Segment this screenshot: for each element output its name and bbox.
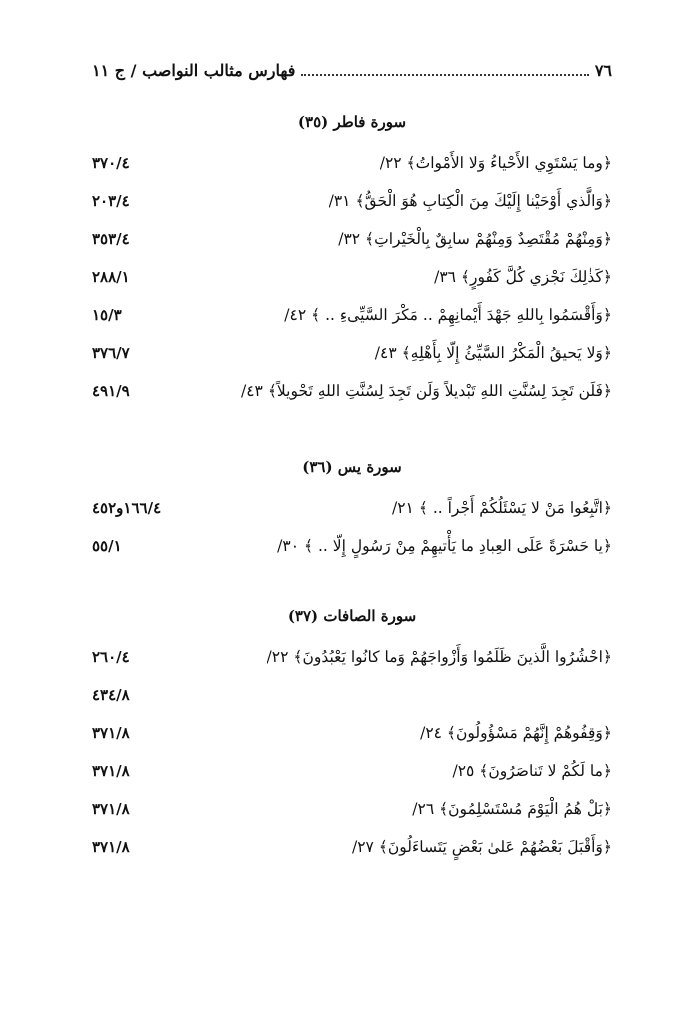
surah-section-yasin xyxy=(92,455,612,565)
surah-section-saffat xyxy=(92,604,612,866)
verse-text: ﴿ما لَكُمْ لا تَناصَرُونَ﴾ ٢٥/ xyxy=(452,762,612,780)
running-header xyxy=(92,57,612,83)
volume-page-ref: ٣٥٣/٤ xyxy=(92,230,130,248)
surah-title: سورة فاطر (٣٥) xyxy=(297,113,407,131)
index-entry xyxy=(92,790,612,828)
verse-text: ﴿وَالَّذي أَوْحَيْنا إِلَيْكَ مِنَ الْكِتابِ هُوَ الْحَقُّ﴾ ٣١/ xyxy=(328,192,612,210)
page-number: ٧٦ xyxy=(594,60,612,80)
verse-text: ﴿وما يَسْتَوِي الأَحْياءُ وَلا الأَمْواتُ﴾ ٢٢/ xyxy=(379,154,612,172)
verse-text: ﴿كَذٰلِكَ نَجْزي كُلَّ كَفُورٍ﴾ ٣٦/ xyxy=(434,268,612,286)
verse-text: ﴿وَقِفُوهُمْ إِنَّهُمْ مَسْؤُولُونَ﴾ ٢٤/ xyxy=(420,724,612,742)
volume-page-ref: ١٦٦/٤و٤٥٢ xyxy=(92,499,162,517)
volume-page-ref: ٢٨٨/١ xyxy=(92,268,130,286)
book-title: فهارس مثالب النواصب / ج ١١ xyxy=(92,60,296,80)
volume-page-ref: ٥٥/١ xyxy=(92,537,122,555)
volume-page-ref: ٢٦٠/٤ xyxy=(92,648,130,666)
volume-page-ref: ٣٧١/٨ xyxy=(92,762,130,780)
verse-text: ﴿بَلْ هُمُ الْيَوْمَ مُسْتَسْلِمُونَ﴾ ٢٦/ xyxy=(412,800,612,818)
index-entry xyxy=(92,676,612,714)
surah-section-fatir xyxy=(92,110,612,410)
volume-page-ref: ٢٠٣/٤ xyxy=(92,192,130,210)
volume-page-ref: ٣٧٦/٧ xyxy=(92,344,130,362)
verse-text: ﴿اتَّبِعُوا مَنْ لا يَسْئَلُكُمْ أَجْراً .. ﴾ ٢١/ xyxy=(392,499,612,517)
volume-page-ref: ٤٣٤/٨ xyxy=(92,686,130,704)
volume-page-ref: ٣٧١/٨ xyxy=(92,724,130,742)
index-entry xyxy=(92,638,612,676)
index-entry xyxy=(92,220,612,258)
index-entry xyxy=(92,752,612,790)
surah-title: سورة الصافات (٣٧) xyxy=(287,607,417,625)
index-entry xyxy=(92,182,612,220)
surah-title: سورة يس (٣٦) xyxy=(302,458,402,476)
volume-page-ref: ٣٧٠/٤ xyxy=(92,154,130,172)
index-entry xyxy=(92,144,612,182)
index-entry xyxy=(92,334,612,372)
volume-page-ref: ٤٩١/٩ xyxy=(92,382,130,400)
index-entry xyxy=(92,714,612,752)
index-entry xyxy=(92,527,612,565)
index-entry xyxy=(92,372,612,410)
volume-page-ref: ١٥/٣ xyxy=(92,306,122,324)
verse-text: ﴿وَمِنْهُمْ مُقْتَصِدٌ وَمِنْهُمْ سابِقٌ بِالْخَيْراتِ﴾ ٣٢/ xyxy=(338,230,612,248)
dotted-leader xyxy=(301,64,588,76)
volume-page-ref: ٣٧١/٨ xyxy=(92,800,130,818)
index-entry xyxy=(92,489,612,527)
verse-text: ﴿احْشُرُوا الَّذينَ ظَلَمُوا وَأَزْواجَهُمْ وَما كانُوا يَعْبُدُونَ﴾ ٢٢/ xyxy=(266,648,612,666)
verse-text: ﴿وَأَقْسَمُوا بِاللهِ جَهْدَ أَيْمانِهِمْ .. مَكْرَ السَّيِّىءِ .. ﴾ ٤٢/ xyxy=(284,306,612,324)
index-entry xyxy=(92,258,612,296)
volume-page-ref: ٣٧١/٨ xyxy=(92,838,130,856)
index-entry xyxy=(92,296,612,334)
verse-text: ﴿فَلَن تَجِدَ لِسُنَّتِ اللهِ تَبْديلاً وَلَن تَجِدَ لِسُنَّتِ اللهِ تَحْويلاً﴾ ٤٣/ xyxy=(241,382,612,400)
verse-text: ﴿وَلا يَحيقُ الْمَكْرُ السَّيِّئُ إِلّا بِأَهْلِهِ﴾ ٤٣/ xyxy=(374,344,612,362)
verse-text: ﴿يا حَسْرَةً عَلَى العِبادِ ما يَأْتيهِمْ مِنْ رَسُولٍ إِلّا .. ﴾ ٣٠/ xyxy=(277,537,612,555)
index-entry xyxy=(92,828,612,866)
verse-text: ﴿وَأَقْبَلَ بَعْضُهُمْ عَلىٰ بَعْضٍ يَتَساءَلُونَ﴾ ٢٧/ xyxy=(351,838,612,856)
